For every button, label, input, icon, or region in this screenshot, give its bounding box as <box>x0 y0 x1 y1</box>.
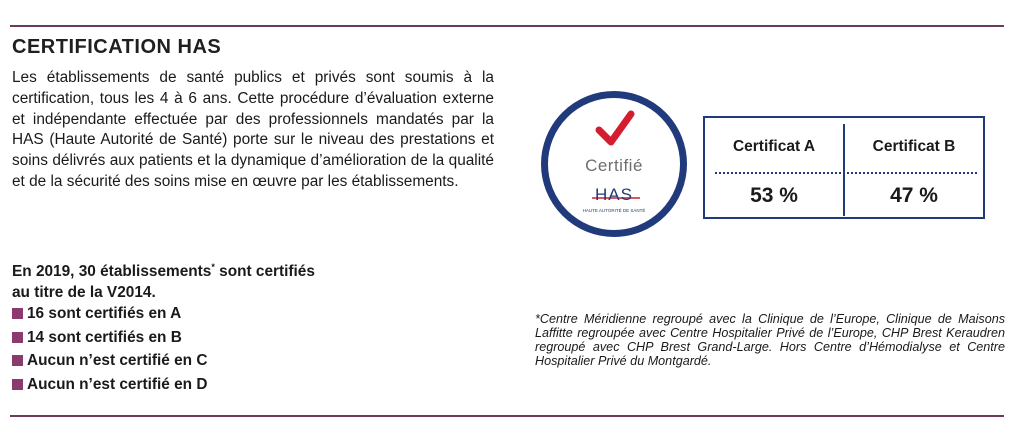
list-item-label: Aucun n’est certifié en D <box>27 375 208 393</box>
summary-line2: au titre de la V2014. <box>12 284 156 302</box>
footnote: *Centre Méridienne regroupé avec la Clinique de l’Europe, Clinique de Maisons Laffitte regroupée avec Centre Hospitalier Privé de l’Europe, CHP Brest Keraudren regroupé avec CHP Brest Grand-Large. Hors Centre d’Hémodialyse et Centre Hospitalier Privé du Montgardé. <box>535 312 1005 368</box>
intro-paragraph: Les établissements de santé publics et privés sont soumis à la certification, tous les 4 à 6 ans. Cette procédure d’évaluation externe et indépendante effectuée par des professionnels mandatés par la HAS (Haute Autorité de Santé) porte sur le niveau des prestations et soins délivrés aux patients et la dynamique d’amélioration de la qualité et de la sécurité des soins mise en œuvre par les établissements. <box>12 69 494 190</box>
certification-list <box>12 302 207 396</box>
footnote-marker: * <box>211 262 215 272</box>
certified-badge <box>541 91 687 237</box>
summary-text <box>12 257 315 303</box>
list-item <box>12 373 207 397</box>
has-logo-subtext: HAUTE AUTORITÉ DE SANTÉ <box>582 208 646 213</box>
list-item-label: 14 sont certifiés en B <box>27 328 182 346</box>
header-certificat-b: Certificat B <box>872 138 956 155</box>
dotted-row-divider <box>715 172 977 174</box>
top-divider <box>10 25 1004 27</box>
certified-label: Certifié <box>585 156 643 175</box>
certificate-share-table <box>703 116 985 219</box>
summary-line1-start: En 2019, 30 établissements <box>12 263 212 281</box>
list-item <box>12 349 207 373</box>
value-certificat-b: 47 % <box>890 184 938 207</box>
list-item <box>12 302 207 326</box>
square-bullet-icon <box>12 379 23 390</box>
has-logo: HAS <box>595 185 633 204</box>
list-item-label: 16 sont certifiés en A <box>27 305 182 322</box>
bottom-divider <box>10 415 1004 417</box>
square-bullet-icon <box>12 355 23 366</box>
square-bullet-icon <box>12 332 23 343</box>
square-bullet-icon <box>12 308 23 319</box>
summary-line1-end: sont certifiés <box>214 263 315 281</box>
list-item-label: Aucun n’est certifié en C <box>27 352 208 369</box>
list-item <box>12 326 207 350</box>
section-title: CERTIFICATION HAS <box>12 36 222 58</box>
header-certificat-a: Certificat A <box>732 138 816 155</box>
value-certificat-a: 53 % <box>750 184 798 207</box>
